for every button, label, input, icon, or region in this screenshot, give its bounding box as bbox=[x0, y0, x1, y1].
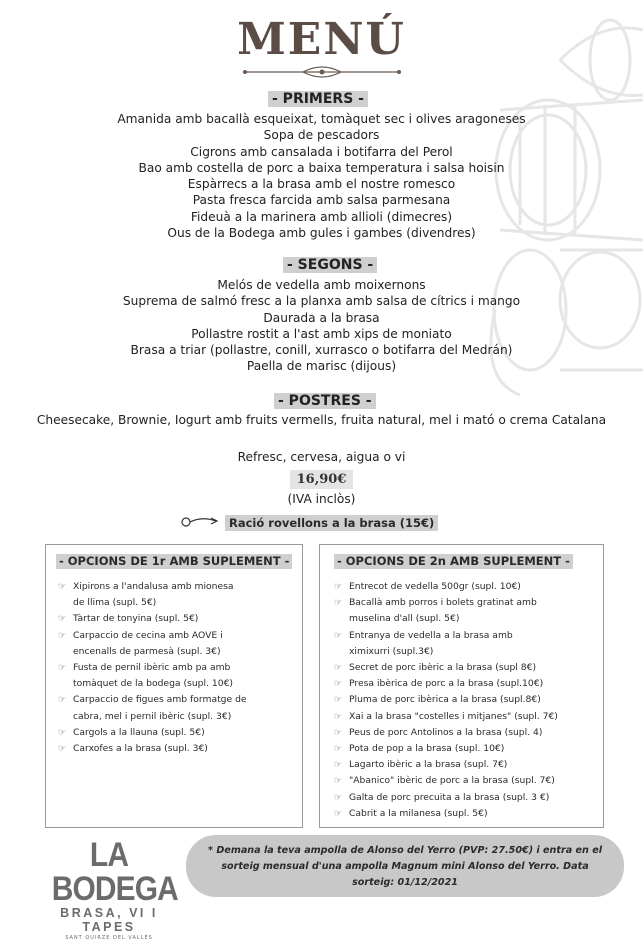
options-first-heading: - OPCIONS DE 1r AMB SUPLEMENT - bbox=[56, 554, 292, 569]
hand-pointer-icon: ☞ bbox=[334, 695, 343, 706]
list-item: ☞ Fusta de pernil ibèric amb pa amb tomàquet de la bodega (supl. 10€) bbox=[58, 662, 234, 690]
list-item: ☞ Carpaccio de figues amb formatge de cabra, mel i pernil ibèric (supl. 3€) bbox=[58, 694, 247, 722]
list-item: Melós de vedella amb moixernons bbox=[217, 278, 426, 292]
list-item: Suprema de salmó fresc a la planxa amb salsa de cítrics i mango bbox=[122, 294, 521, 309]
list-item: Ous de la Bodega amb gules i gambes (divendres) bbox=[167, 226, 476, 241]
list-item: ☞ Bacallà amb porros i bolets gratinat amb muselina d'all (supl. 5€) bbox=[334, 597, 537, 625]
list-item: ☞ Cabrit a la milanesa (supl. 5€) bbox=[334, 806, 596, 822]
list-item: ☞ Peus de porc Antolinos a la brasa (supl. 4) bbox=[334, 725, 596, 741]
hand-pointer-icon: ☞ bbox=[58, 695, 67, 706]
options-first-box bbox=[45, 544, 303, 828]
list-item: Pasta fresca farcida amb salsa parmesana bbox=[192, 193, 451, 208]
hand-pointer-icon: ☞ bbox=[334, 663, 343, 674]
list-item: ☞ Presa ibèrica de porc a la brasa (supl.10€) bbox=[334, 676, 596, 692]
list-item: Espàrrecs a la brasa amb el nostre romesco bbox=[187, 177, 456, 192]
menu-title: MENÚ bbox=[237, 14, 406, 65]
primers-heading: - PRIMERS - bbox=[268, 91, 368, 107]
logo-location: SANT QUIRZE DEL VALLÈS bbox=[65, 935, 153, 941]
hand-pointer-icon: ☞ bbox=[334, 727, 343, 738]
list-item: ☞ "Abanico" ibèric de porc a la brasa (supl. 7€) bbox=[334, 773, 596, 789]
hand-pointer-icon: ☞ bbox=[334, 630, 343, 641]
segons-heading: - SEGONS - bbox=[283, 257, 377, 273]
logo-tagline: BRASA, VI I TAPES bbox=[60, 906, 158, 934]
options-second-list bbox=[334, 579, 596, 822]
list-item: Pollastre rostit a l'ast amb xips de moniato bbox=[191, 326, 452, 341]
promo-banner: * Demana la teva ampolla de Alonso del Yerro (PVP: 27.50€) i entra en el sorteig mensual d'una ampolla Magnum mini Alonso del Yerro. Data sorteig: 01/12/2021 bbox=[186, 835, 624, 897]
drinks-text: Refresc, cervesa, aigua o vi bbox=[237, 450, 406, 464]
list-item: ☞ Lagarto ibèric a la brasa (supl. 7€) bbox=[334, 757, 596, 773]
list-item: ☞ Xipirons a l'andalusa amb mionesa de llima (supl. 5€) bbox=[58, 581, 234, 609]
hand-pointer-icon: ☞ bbox=[58, 744, 67, 755]
list-item: Paella de marisc (dijous) bbox=[246, 359, 397, 374]
arrow-icon bbox=[180, 514, 220, 528]
hand-pointer-icon: ☞ bbox=[334, 598, 343, 609]
hand-pointer-icon: ☞ bbox=[334, 760, 343, 771]
hand-pointer-icon: ☞ bbox=[58, 663, 67, 674]
logo-name: LA BODEGA bbox=[51, 836, 178, 908]
hand-pointer-icon: ☞ bbox=[334, 776, 343, 787]
postres-text: Cheesecake, Brownie, Iogurt amb fruits vermells, fruita natural, mel i mató o crema Catalana bbox=[36, 413, 607, 427]
price-badge: 16,90€ bbox=[290, 470, 353, 489]
list-item: Sopa de pescadors bbox=[263, 128, 380, 143]
list-item: ☞ Pluma de porc ibèrica a la brasa (supl.8€) bbox=[334, 692, 596, 708]
list-item: Bao amb costella de porc a baixa temperatura i salsa hoisin bbox=[138, 160, 505, 175]
segons-list bbox=[0, 277, 643, 375]
hand-pointer-icon: ☞ bbox=[58, 582, 67, 592]
list-item: ☞ Secret de porc ibèric a la brasa (supl 8€) bbox=[334, 660, 596, 676]
list-item: Daurada a la brasa bbox=[263, 310, 380, 325]
list-item: ☞ Entranya de vedella a la brasa amb ximixurri (supl.3€) bbox=[334, 629, 513, 657]
hand-pointer-icon: ☞ bbox=[334, 582, 343, 592]
hand-pointer-icon: ☞ bbox=[58, 614, 67, 625]
hand-pointer-icon: ☞ bbox=[334, 792, 343, 803]
list-item: Brasa a triar (pollastre, conill, xurrasco o botifarra del Medrán) bbox=[130, 343, 513, 358]
list-item: ☞ Carxofes a la brasa (supl. 3€) bbox=[58, 741, 294, 757]
list-item: ☞ Entrecot de vedella 500gr (supl. 10€) bbox=[334, 579, 596, 595]
title-ornament-icon bbox=[241, 64, 403, 80]
list-item: ☞ Galta de porc precuita a la brasa (supl. 3 €) bbox=[334, 790, 596, 806]
hand-pointer-icon: ☞ bbox=[334, 808, 343, 819]
extra-dish-highlight: Ració rovellons a la brasa (15€) bbox=[225, 515, 438, 531]
list-item: ☞ Xai a la brasa "costelles i mitjanes" (supl. 7€) bbox=[334, 709, 596, 725]
options-first-list bbox=[58, 579, 294, 757]
restaurant-logo bbox=[44, 836, 178, 941]
list-item: ☞ Carpaccio de cecina amb AOVE i encenalls de parmesà (supl. 3€) bbox=[58, 629, 223, 657]
list-item: ☞ Cargols a la llauna (supl. 5€) bbox=[58, 725, 294, 741]
list-item: ☞ Tàrtar de tonyina (supl. 5€) bbox=[58, 611, 294, 627]
hand-pointer-icon: ☞ bbox=[334, 679, 343, 690]
list-item: Amanida amb bacallà esqueixat, tomàquet sec i olives aragoneses bbox=[117, 112, 526, 126]
list-item: ☞ Pota de pop a la brasa (supl. 10€) bbox=[334, 741, 596, 757]
options-second-heading: - OPCIONS DE 2n AMB SUPLEMENT - bbox=[334, 554, 573, 569]
hand-pointer-icon: ☞ bbox=[334, 744, 343, 755]
list-item: Cigrons amb cansalada i botifarra del Perol bbox=[190, 144, 453, 159]
hand-pointer-icon: ☞ bbox=[334, 711, 343, 722]
list-item: Fideuà a la marinera amb allioli (dimecres) bbox=[190, 209, 453, 224]
primers-list bbox=[0, 111, 643, 241]
options-second-box bbox=[319, 544, 604, 828]
hand-pointer-icon: ☞ bbox=[58, 630, 67, 641]
iva-text: (IVA inclòs) bbox=[287, 492, 356, 506]
hand-pointer-icon: ☞ bbox=[58, 727, 67, 738]
postres-heading: - POSTRES - bbox=[274, 393, 376, 409]
